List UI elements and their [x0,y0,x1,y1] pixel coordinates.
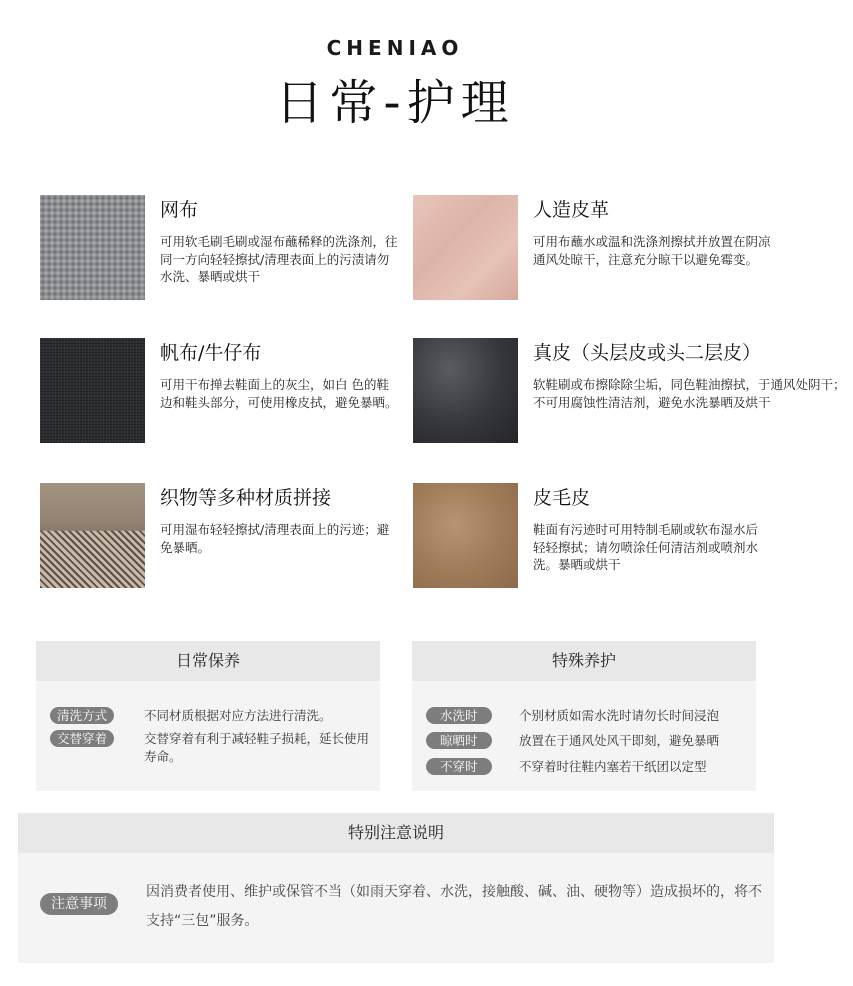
material-card-mesh [40,195,400,305]
care-row [50,730,370,764]
care-label-badge: 不穿时 [426,758,492,775]
care-label-badge: 晾晒时 [426,732,492,749]
material-description: 可用软毛刷毛刷或湿布蘸稀释的洗涤剂，往同一方向轻轻擦拭/清理表面上的污渍请勿水洗、暴晒或烘干 [160,234,398,284]
synthetic-leather-swatch [413,195,518,300]
care-text: 不穿着时往鞋内塞若干纸团以定型 [519,759,707,774]
material-name: 真皮（头层皮或头二层皮） [533,342,762,364]
material-description: 鞋面有污迹时可用特制毛刷或软布湿水后轻轻擦拭；请勿喷涂任何清洁剂或喷剂水洗。暴晒或烘干 [533,522,759,572]
notice-header: 特别注意说明 [18,813,774,853]
brand-logo: CHENIAO [326,36,464,60]
daily-care-header: 日常保养 [36,641,380,681]
mixed-material-swatch [40,483,145,588]
material-name: 皮毛皮 [533,487,591,509]
material-name: 人造皮革 [533,199,610,221]
care-text: 放置在于通风处风干即刻，避免暴晒 [519,733,720,748]
notice-text: 因消费者使用、维护或保管不当（如雨天穿着、水洗，接触酸、碱、油、硬物等）造成损坏的，将不支持“三包”服务。 [146,884,762,929]
material-card-suede [413,483,773,593]
care-row [50,707,332,724]
care-text: 不同材质根据对应方法进行清洗。 [144,708,332,723]
care-row [426,758,707,775]
suede-swatch [413,483,518,588]
material-card-genuine-leather [413,338,846,448]
material-card-mixed [40,483,400,593]
care-label-badge: 水洗时 [426,707,492,724]
canvas-swatch [40,338,145,443]
care-label-badge: 交替穿着 [50,730,114,747]
notice-label-badge: 注意事项 [40,893,118,915]
care-text: 个别材质如需水洗时请勿长时间浸泡 [519,708,720,723]
material-name: 帆布/牛仔布 [160,342,262,364]
material-description: 可用布蘸水或温和洗涤剂擦拭并放置在阴凉通风处晾干，注意充分晾干以避免霉变。 [533,234,771,267]
material-description: 可用湿布轻轻擦拭/清理表面上的污迹；避免暴晒。 [160,522,390,555]
care-row [426,732,720,749]
material-description: 软鞋刷或布擦除除尘垢，同色鞋油擦拭，于通风处阴干；不可用腐蚀性清洁剂，避免水洗暴晒及烘干 [533,377,846,410]
special-care-panel [412,681,756,791]
care-text: 交替穿着有利于减轻鞋子损耗，延长使用寿命。 [144,731,370,764]
material-description: 可用干布掸去鞋面上的灰尘，如白 色的鞋边和鞋头部分，可使用橡皮拭，避免暴晒。 [160,377,398,410]
material-name: 网布 [160,199,199,221]
material-name: 织物等多种材质拼接 [160,487,332,509]
material-card-synthetic-leather [413,195,773,305]
daily-care-panel [36,681,380,791]
page-title: 日常-护理 [275,75,515,131]
special-care-header: 特殊养护 [412,641,756,681]
care-row [426,707,720,724]
mesh-fabric-swatch [40,195,145,300]
material-card-canvas [40,338,400,448]
care-label-badge: 清洗方式 [50,707,114,724]
genuine-leather-swatch [413,338,518,443]
